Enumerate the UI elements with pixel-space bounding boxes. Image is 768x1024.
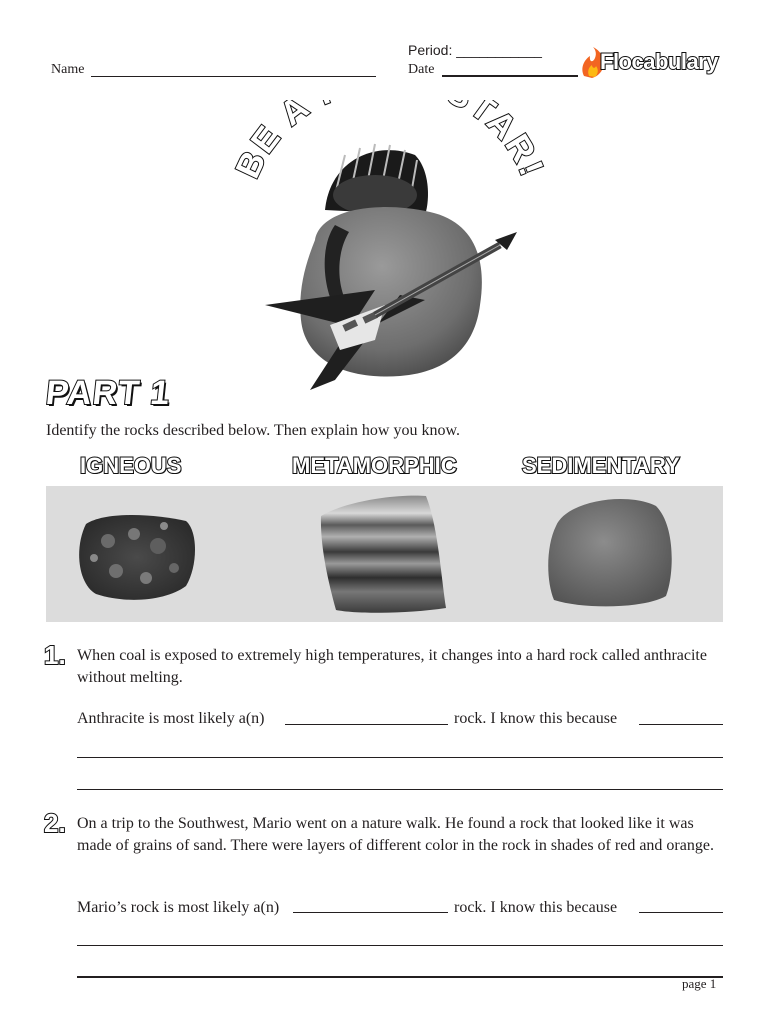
question-1-answer-line-1[interactable] (77, 757, 723, 758)
name-label: Name (51, 62, 85, 77)
question-2-text: On a trip to the Southwest, Mario went on a nature walk. He found a rock that looked like it was made of grains of sand. There were layers of different color in the rock in shades of red and orange. (77, 815, 714, 854)
question-1-text: When coal is exposed to extremely high temperatures, it changes into a hard rock called anthracite without melting. (77, 647, 707, 686)
metamorphic-rock-image (321, 496, 446, 613)
question-2-prompt-start: Mario’s rock is most likely a(n) (77, 899, 280, 916)
mohawk-hair (325, 144, 428, 215)
rock-samples-band (46, 486, 723, 622)
question-2-answer-line-2[interactable] (77, 976, 723, 978)
logo-text: Flocabulary (600, 49, 718, 74)
igneous-rock-image (79, 515, 195, 600)
flocabulary-logo (578, 46, 723, 80)
part-1-instructions: Identify the rocks described below. Then explain how you know. (46, 422, 460, 439)
date-label: Date (408, 62, 435, 77)
question-2-prompt-mid: rock. I know this because (454, 899, 618, 916)
category-metamorphic: METAMORPHIC (292, 453, 457, 478)
name-field[interactable] (91, 76, 376, 77)
question-1-rock-type-field[interactable] (285, 724, 448, 725)
banner-title: BE A TAR! (228, 100, 552, 184)
period-label: Period: ___________ (408, 42, 542, 58)
page-number: page 1 (682, 976, 717, 991)
rock-star-illustration (225, 100, 555, 400)
question-1-answer-line-2[interactable] (77, 789, 723, 790)
part-1-heading: PART 1 (44, 374, 173, 412)
category-igneous: IGNEOUS (80, 453, 182, 478)
question-1-number: 1. (44, 640, 66, 670)
rock-body (300, 207, 482, 376)
question-1-prompt-mid: rock. I know this because (454, 710, 618, 727)
sedimentary-rock-image (548, 499, 671, 606)
question-1-because-field[interactable] (639, 724, 723, 725)
question-1-prompt-start: Anthracite is most likely a(n) (77, 710, 265, 727)
date-field[interactable] (442, 75, 578, 77)
question-2-because-field[interactable] (639, 912, 723, 913)
question-2-rock-type-field[interactable] (293, 912, 448, 913)
category-sedimentary: SEDIMENTARY (522, 453, 680, 478)
question-2-answer-line-1[interactable] (77, 945, 723, 946)
question-2-number: 2. (44, 808, 66, 838)
